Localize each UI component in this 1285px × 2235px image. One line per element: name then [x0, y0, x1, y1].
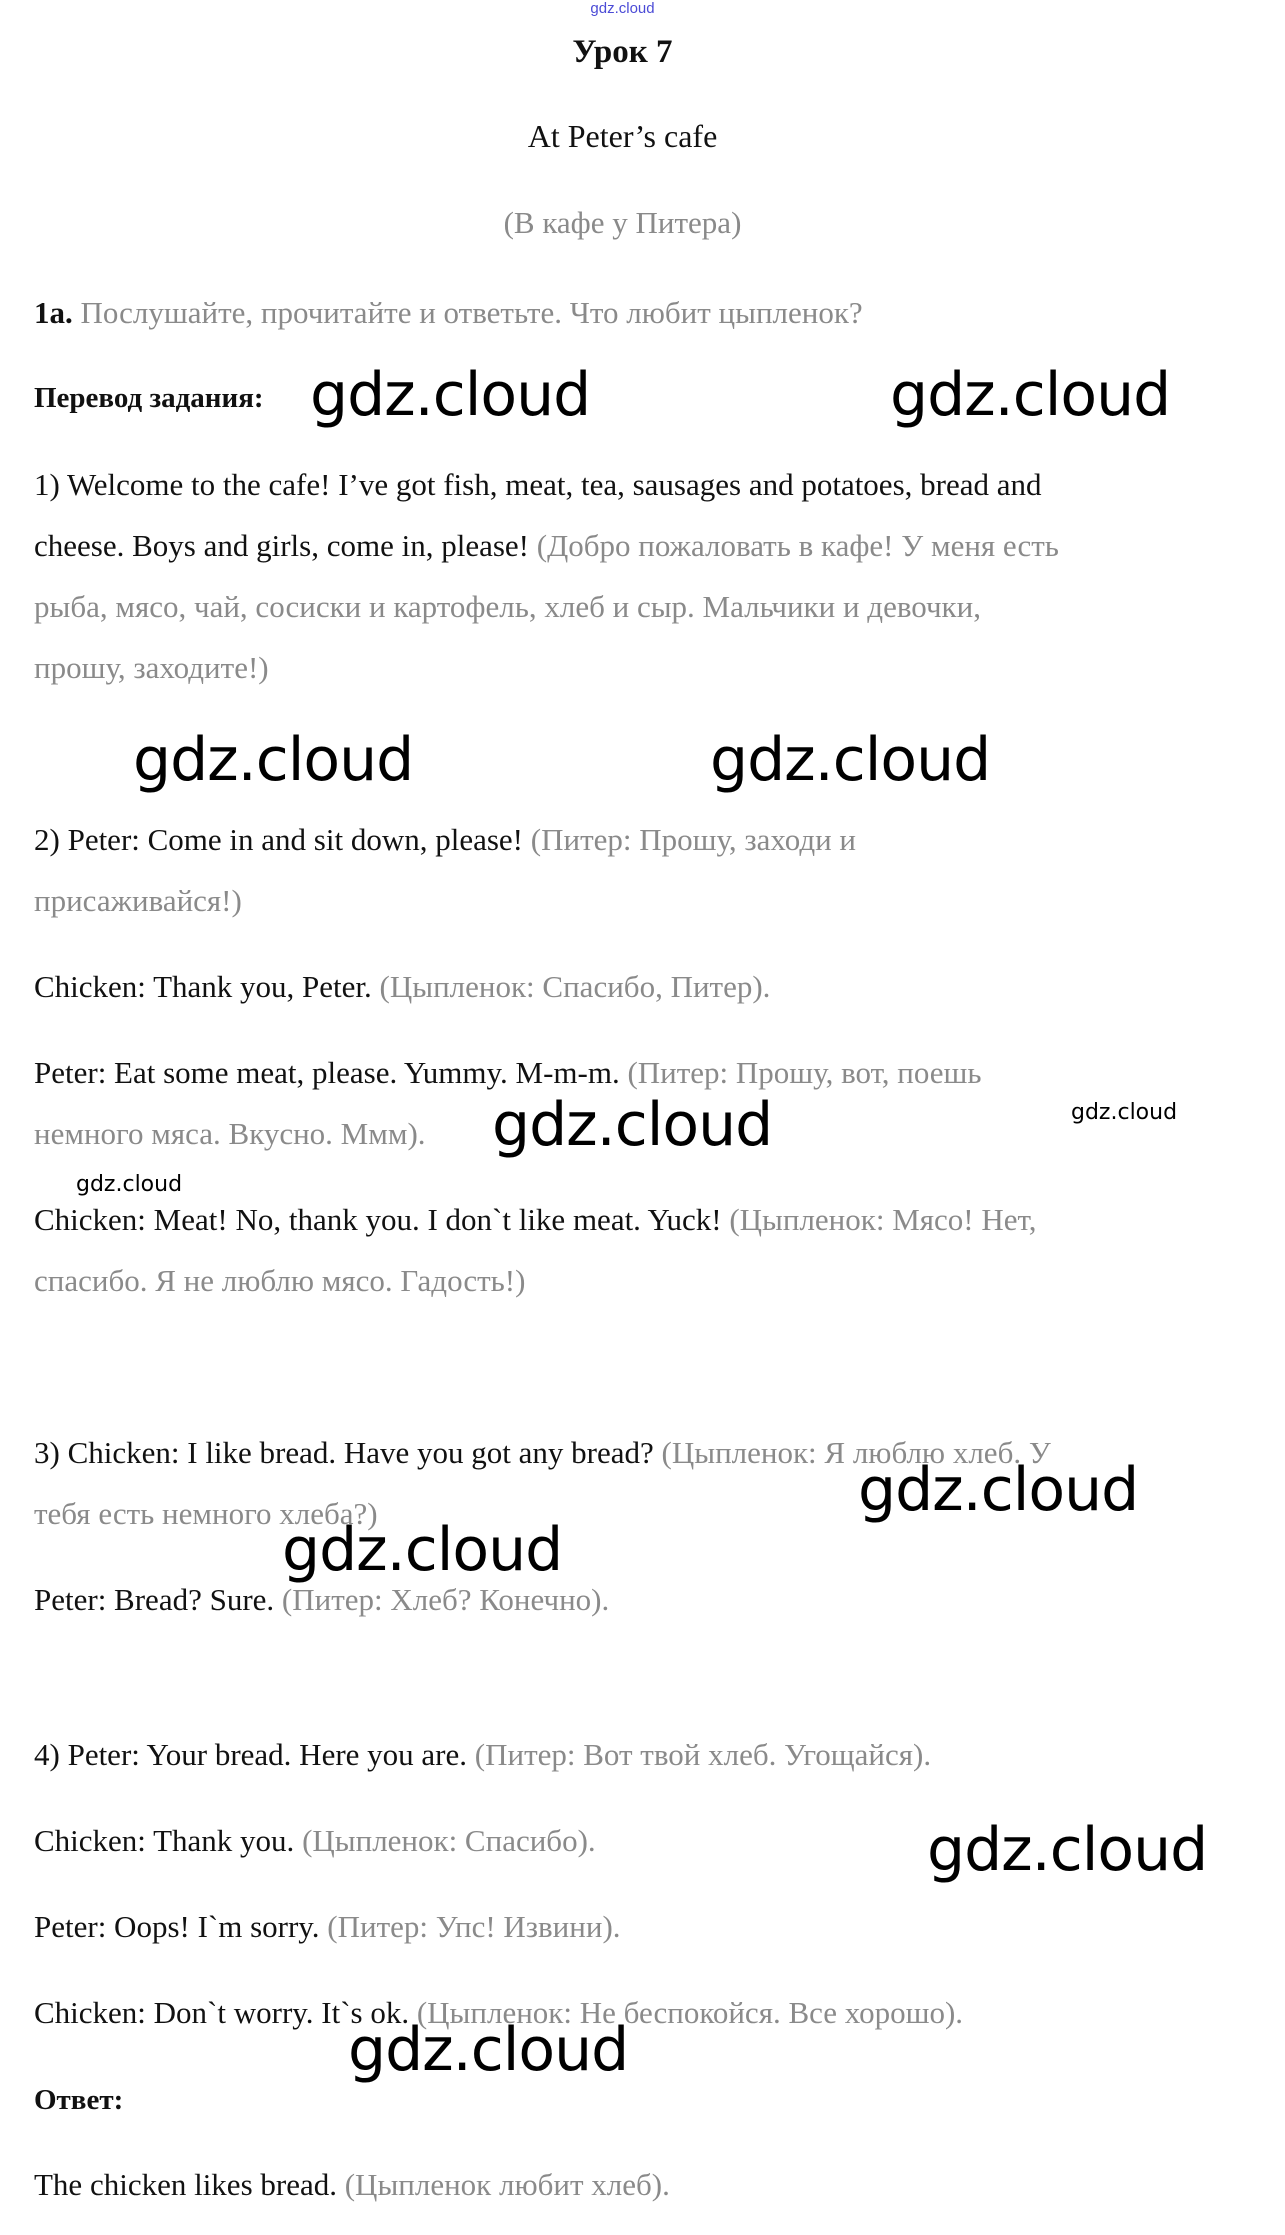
block2-line6 — [34, 1200, 1234, 1240]
block2-line4-en: Peter: Eat some meat, please. Yummy. M-m-m. — [34, 1055, 628, 1090]
task-number: 1a. — [34, 295, 73, 330]
block4-line4-ru: (Цыпленок: Не беспокойся. Все хорошо). — [416, 1995, 964, 2030]
block3-line2: тебя есть немного хлеба?) — [34, 1496, 378, 1531]
top-watermark: gdz.cloud — [590, 0, 655, 17]
block4-line2-ru: (Цыпленок: Спасибо). — [302, 1823, 596, 1858]
translation-label: Перевод задания: — [34, 382, 264, 414]
block1-line1: 1) Welcome to the cafe! I’ve got fish, meat, tea, sausages and potatoes, bread and — [34, 467, 1042, 502]
block2-line4-ru: (Питер: Прошу, вот, поешь — [627, 1055, 982, 1090]
block2-line2: присаживайся!) — [34, 883, 242, 918]
block1-line2-ru: (Добро пожаловать в кафе! У меня есть — [536, 528, 1059, 563]
block2-line7: спасибо. Я не люблю мясо. Гадость!) — [34, 1263, 526, 1298]
watermark-large: gdz.cloud — [710, 725, 991, 795]
block3-line1-en: 3) Chicken: I like bread. Have you got any bread? — [34, 1435, 662, 1470]
block2-line1 — [34, 820, 1234, 860]
block1-line3: рыба, мясо, чай, сосиски и картофель, хлеб и сыр. Мальчики и девочки, — [34, 589, 981, 624]
block3-line3 — [34, 1580, 1234, 1620]
block4-line3-ru: (Питер: Упс! Извини). — [327, 1909, 621, 1944]
block4-line3 — [34, 1907, 1234, 1947]
watermark-large: gdz.cloud — [927, 1815, 1208, 1885]
block2-line5: немного мяса. Вкусно. Ммм). — [34, 1116, 426, 1151]
block4-line1-en: 4) Peter: Your bread. Here you are. — [34, 1737, 475, 1772]
block1-line2-en: cheese. Boys and girls, come in, please! — [34, 528, 537, 563]
lesson-subtitle-translation: (В кафе у Питера) — [503, 205, 742, 240]
watermark-large: gdz.cloud — [310, 360, 591, 430]
block4-line1 — [34, 1735, 1234, 1775]
answer-en: The chicken likes bread. — [34, 2167, 345, 2202]
task-line — [34, 293, 1234, 333]
answer-ru: (Цыпленок любит хлеб). — [344, 2167, 670, 2202]
block4-line1-ru: (Питер: Вот твой хлеб. Угощайся). — [474, 1737, 932, 1772]
block2-line3-en: Chicken: Thank you, Peter. — [34, 969, 380, 1004]
block1-line2 — [34, 526, 1234, 566]
block3-line3-en: Peter: Bread? Sure. — [34, 1582, 282, 1617]
watermark-large: gdz.cloud — [890, 360, 1171, 430]
watermark-small: gdz.cloud — [76, 1172, 183, 1197]
block2-line3-ru: (Цыпленок: Спасибо, Питер). — [379, 969, 771, 1004]
block1-line4: прошу, заходите!) — [34, 650, 269, 685]
block3-line3-ru: (Питер: Хлеб? Конечно). — [281, 1582, 610, 1617]
block4-line2-en: Chicken: Thank you. — [34, 1823, 303, 1858]
watermark-large: gdz.cloud — [858, 1455, 1139, 1525]
block2-line6-en: Chicken: Meat! No, thank you. I don`t like meat. Yuck! — [34, 1202, 730, 1237]
watermark-large: gdz.cloud — [282, 1515, 563, 1585]
answer-line — [34, 2165, 1234, 2205]
block4-line4-en: Chicken: Don`t worry. It`s ok. — [34, 1995, 417, 2030]
block4-line3-en: Peter: Oops! I`m sorry. — [34, 1909, 328, 1944]
lesson-title: Урок 7 — [572, 34, 673, 70]
block3-line1-ru: (Цыпленок: Я люблю хлеб. У — [661, 1435, 1051, 1470]
block2-line3 — [34, 967, 1234, 1007]
block2-line1-ru: (Питер: Прошу, заходи и — [530, 822, 857, 857]
block4-line4 — [34, 1993, 1234, 2033]
lesson-subtitle: At Peter’s cafe — [527, 118, 718, 154]
task-text: Послушайте, прочитайте и ответьте. Что любит цыпленок? — [80, 295, 863, 330]
block2-line1-en: 2) Peter: Come in and sit down, please! — [34, 822, 531, 857]
block2-line4 — [34, 1053, 1234, 1093]
answer-label-line — [34, 2079, 1234, 2120]
watermark-small: gdz.cloud — [1071, 1100, 1178, 1125]
watermark-large: gdz.cloud — [492, 1090, 773, 1160]
answer-label: Ответ: — [34, 2084, 124, 2116]
block2-line6-ru: (Цыпленок: Мясо! Нет, — [729, 1202, 1037, 1237]
watermark-large: gdz.cloud — [133, 725, 414, 795]
watermark-large: gdz.cloud — [348, 2015, 629, 2085]
